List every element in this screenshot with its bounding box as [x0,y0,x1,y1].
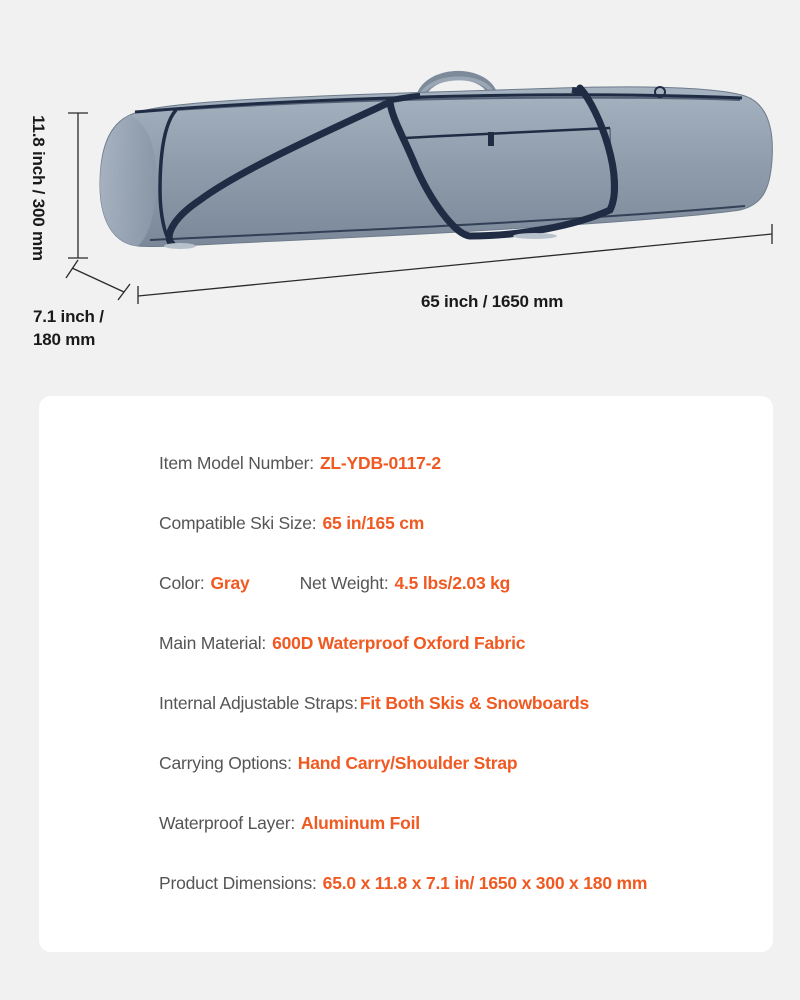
ski-bag-illustration [0,0,800,380]
spec-label: Carrying Options: [159,753,292,773]
spec-label: Waterproof Layer: [159,813,296,833]
spec-row-color-weight [159,573,510,594]
spec-value: 65 in/165 cm [322,513,425,533]
spec-value: Aluminum Foil [301,813,420,833]
depth-dimension-label [33,305,104,351]
spec-label: Compatible Ski Size: [159,513,317,533]
spec-value: Fit Both Skis & Snowboards [359,693,590,713]
height-dimension-label: 11.8 inch / 300 mm [29,115,48,261]
spec-value: Gray [210,573,250,593]
spec-value: 600D Waterproof Oxford Fabric [272,633,526,653]
spec-row-waterproof [159,813,420,834]
spec-value: Hand Carry/Shoulder Strap [297,753,518,773]
spec-label: Internal Adjustable Straps: [159,693,358,713]
spec-value: ZL-YDB-0117-2 [319,453,441,473]
depth-label-line2: 180 mm [33,330,96,349]
spec-row-straps [159,693,589,714]
spec-row-dimensions [159,873,647,894]
spec-value-weight: 4.5 lbs/2.03 kg [394,573,511,593]
spec-label-weight: Net Weight: [299,573,389,593]
length-dimension-label: 65 inch / 1650 mm [421,292,564,311]
spec-label: Color: [159,573,205,593]
spec-row-model [159,453,441,474]
spec-row-ski-size [159,513,424,534]
spec-label: Item Model Number: [159,453,314,473]
depth-label-line1: 7.1 inch / [33,307,104,326]
spec-card [39,396,773,952]
product-image-area [0,0,800,380]
spec-label: Main Material: [159,633,267,653]
spec-label: Product Dimensions: [159,873,317,893]
spec-value: 65.0 x 11.8 x 7.1 in/ 1650 x 300 x 180 mm [322,873,648,893]
spec-row-carrying [159,753,517,774]
spec-row-material [159,633,525,654]
